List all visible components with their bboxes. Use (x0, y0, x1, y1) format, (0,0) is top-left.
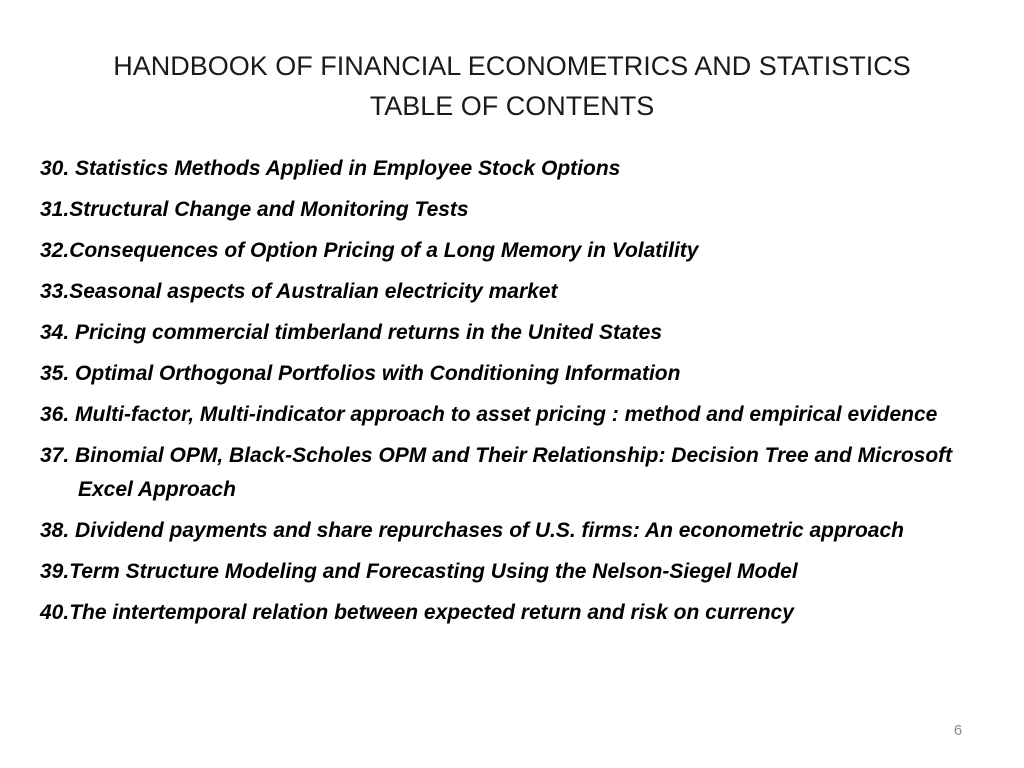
toc-item-36: 36. Multi-factor, Multi-indicator approach to asset pricing : method and empirical evidence (40, 403, 938, 426)
toc-item-34: 34. Pricing commercial timberland returns in the United States (40, 321, 663, 344)
toc-item-32: 32.Consequences of Option Pricing of a Long Memory in Volatility (40, 239, 699, 262)
toc-item-40: 40.The intertemporal relation between expected return and risk on currency (40, 601, 794, 624)
toc-item-39: 39.Term Structure Modeling and Forecasting Using the Nelson-Siegel Model (40, 560, 798, 583)
title-line-handbook: HANDBOOK OF FINANCIAL ECONOMETRICS AND STATISTICS (113, 51, 911, 81)
slide-title (0, 46, 1024, 126)
toc-item-35: 35. Optimal Orthogonal Portfolios with Conditioning Information (40, 362, 681, 385)
toc-item-33: 33.Seasonal aspects of Australian electricity market (40, 280, 558, 303)
toc-item-37: 37. Binomial OPM, Black-Scholes OPM and Their Relationship: Decision Tree and Microsoft Excel Approach (40, 444, 953, 501)
toc-item-31: 31.Structural Change and Monitoring Tests (40, 198, 469, 221)
toc-item-30: 30. Statistics Methods Applied in Employee Stock Options (40, 157, 621, 180)
page-number: 6 (953, 722, 963, 739)
toc-list (40, 152, 1000, 637)
toc-item-38: 38. Dividend payments and share repurchases of U.S. firms: An econometric approach (40, 519, 904, 542)
title-line-toc: TABLE OF CONTENTS (369, 91, 655, 121)
